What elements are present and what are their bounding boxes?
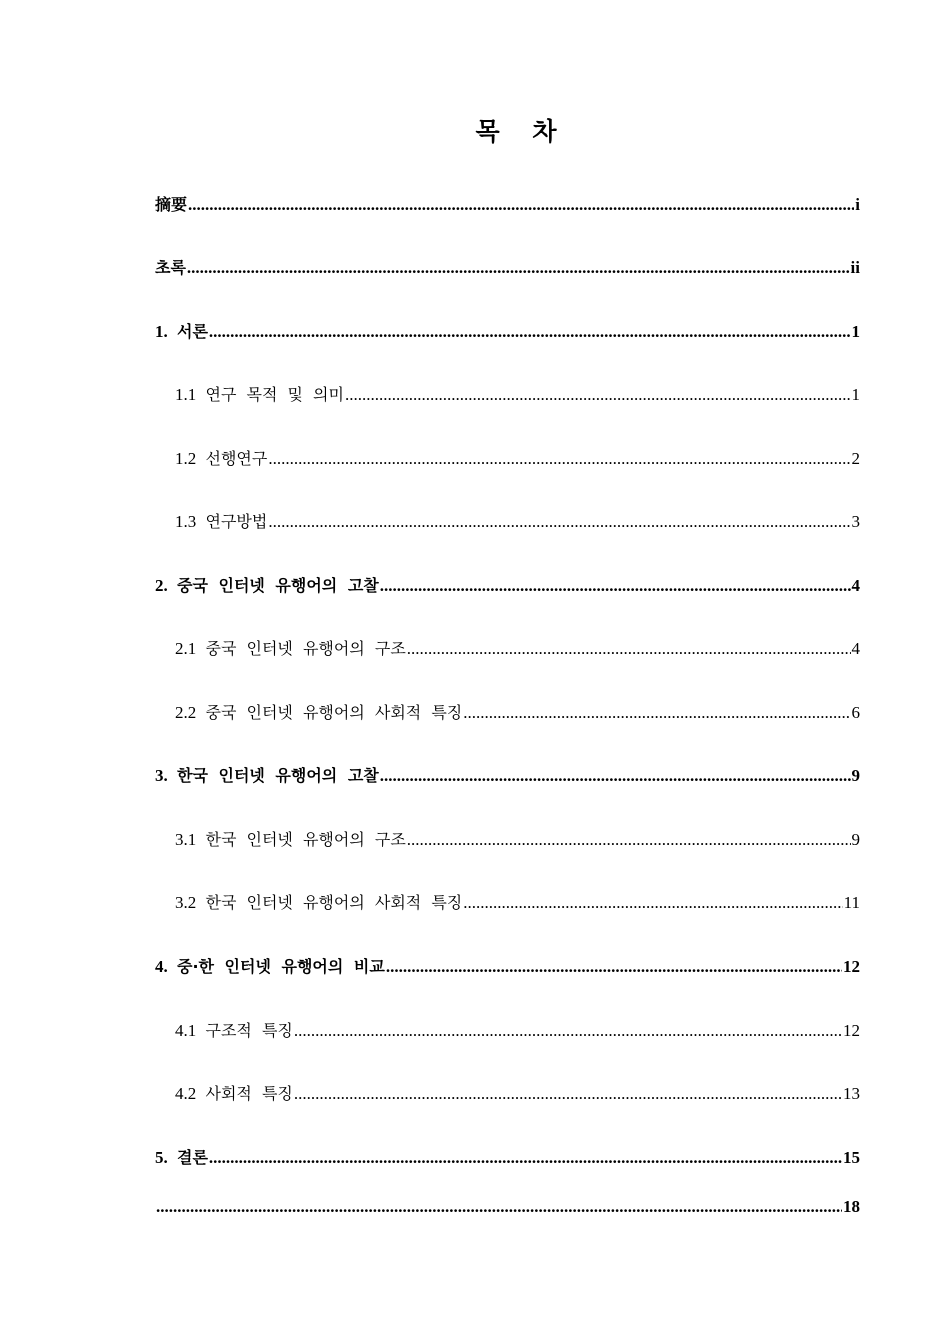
toc-entry-label: 2. 중국 인터넷 유행어의 고찰 (155, 576, 379, 595)
toc-entry-label: 摘要 (155, 195, 188, 214)
toc-entry-number: 3. (155, 766, 168, 785)
toc-leader-dots (209, 1147, 842, 1169)
toc-entry-section-1-2[interactable] (175, 448, 860, 470)
toc-leader-dots (294, 1020, 842, 1042)
toc-entry-label: 1.3 연구방법 (175, 512, 268, 531)
toc-entry-chapter-2[interactable] (155, 575, 860, 597)
toc-entry-number: 2.1 (175, 639, 197, 658)
toc-entry-abstract-chinese[interactable] (155, 194, 860, 216)
toc-entry-number: 4.1 (175, 1021, 197, 1040)
toc-leader-dots (407, 638, 851, 660)
toc-page-number: 13 (843, 1084, 860, 1103)
toc-entry-label: 1.1 연구 목적 및 의미 (175, 385, 344, 404)
toc-leader-dots (268, 511, 850, 533)
toc-entry-number: 1.1 (175, 385, 197, 404)
toc-entry-label: 4.1 구조적 특징 (175, 1021, 293, 1040)
toc-entry-label: 4.2 사회적 특징 (175, 1084, 293, 1103)
toc-leader-dots (345, 384, 851, 406)
toc-entry-section-1-1[interactable] (175, 384, 860, 406)
toc-entry-label: 3.2 한국 인터넷 유행어의 사회적 특징 (175, 893, 463, 912)
toc-entry-label: 1.2 선행연구 (175, 449, 268, 468)
toc-leader-dots (386, 956, 842, 978)
toc-entry-abstract-korean[interactable] (155, 257, 860, 279)
toc-page-number: 2 (851, 449, 860, 468)
toc-leader-dots (188, 194, 854, 216)
toc-page-number: 4 (851, 576, 860, 595)
toc-entry-section-2-1[interactable] (175, 638, 860, 660)
toc-page-number: 11 (843, 893, 860, 912)
toc-page-number: 15 (843, 1148, 860, 1167)
toc-entry-number: 3.2 (175, 893, 197, 912)
toc-entry-section-4-1[interactable] (175, 1020, 860, 1042)
toc-entry-number: 2.2 (175, 703, 197, 722)
toc-entry-section-3-2[interactable] (175, 892, 860, 914)
toc-leader-dots (380, 765, 851, 787)
toc-page-number: 9 (851, 766, 860, 785)
toc-entry-section-1-3[interactable] (175, 511, 860, 533)
toc-entry-number: 2. (155, 576, 168, 595)
toc-page-number: 3 (851, 512, 860, 531)
toc-entry-chapter-1[interactable] (155, 321, 860, 343)
toc-entry-section-3-1[interactable] (175, 829, 860, 851)
toc-entry-number: 3.1 (175, 830, 197, 849)
toc-entry-number: 1.2 (175, 449, 197, 468)
toc-entry-number: 4. (155, 957, 168, 976)
toc-entry-label: 초록 (155, 258, 186, 277)
toc-entry-label: 2.2 중국 인터넷 유행어의 사회적 특징 (175, 703, 463, 722)
toc-page-number: ii (850, 258, 860, 277)
toc-leader-dots (463, 702, 850, 724)
toc-page-number: 12 (843, 1021, 860, 1040)
toc-leader-dots (156, 1196, 842, 1218)
toc-leader-dots (187, 257, 850, 279)
toc-entry-references[interactable] (155, 1196, 860, 1218)
toc-entry-label: 4. 중·한 인터넷 유행어의 비교 (155, 957, 385, 976)
toc-entry-label: 3. 한국 인터넷 유행어의 고찰 (155, 766, 379, 785)
toc-entry-chapter-5[interactable] (155, 1147, 860, 1169)
toc-entry-chapter-3[interactable] (155, 765, 860, 787)
toc-entry-number: 1.3 (175, 512, 197, 531)
toc-entry-number: 5. (155, 1148, 168, 1167)
toc-entry-label: 3.1 한국 인터넷 유행어의 구조 (175, 830, 406, 849)
page-title: 목 차 (475, 117, 569, 146)
toc-entry-label: 1. 서론 (155, 322, 208, 341)
toc-leader-dots (380, 575, 851, 597)
toc-entry-section-4-2[interactable] (175, 1083, 860, 1105)
toc-page-number: 9 (851, 830, 860, 849)
toc-page-number: 4 (851, 639, 860, 658)
toc-page-number: 1 (851, 322, 860, 341)
toc-entry-number: 4.2 (175, 1084, 197, 1103)
toc-entry-number: 1. (155, 322, 168, 341)
toc-page-number: 1 (851, 385, 860, 404)
toc-entry-section-2-2[interactable] (175, 702, 860, 724)
toc-entry-label: 2.1 중국 인터넷 유행어의 구조 (175, 639, 406, 658)
toc-page-number: 18 (843, 1197, 860, 1216)
toc-page-number: 12 (843, 957, 860, 976)
toc-page-number: i (855, 195, 860, 214)
toc-entry-label: 5. 결론 (155, 1148, 208, 1167)
toc-leader-dots (209, 321, 851, 343)
toc-leader-dots (407, 829, 851, 851)
toc-page-number: 6 (851, 703, 860, 722)
toc-leader-dots (268, 448, 850, 470)
toc-leader-dots (463, 892, 842, 914)
toc-entry-chapter-4[interactable] (155, 956, 860, 978)
toc-leader-dots (294, 1083, 842, 1105)
